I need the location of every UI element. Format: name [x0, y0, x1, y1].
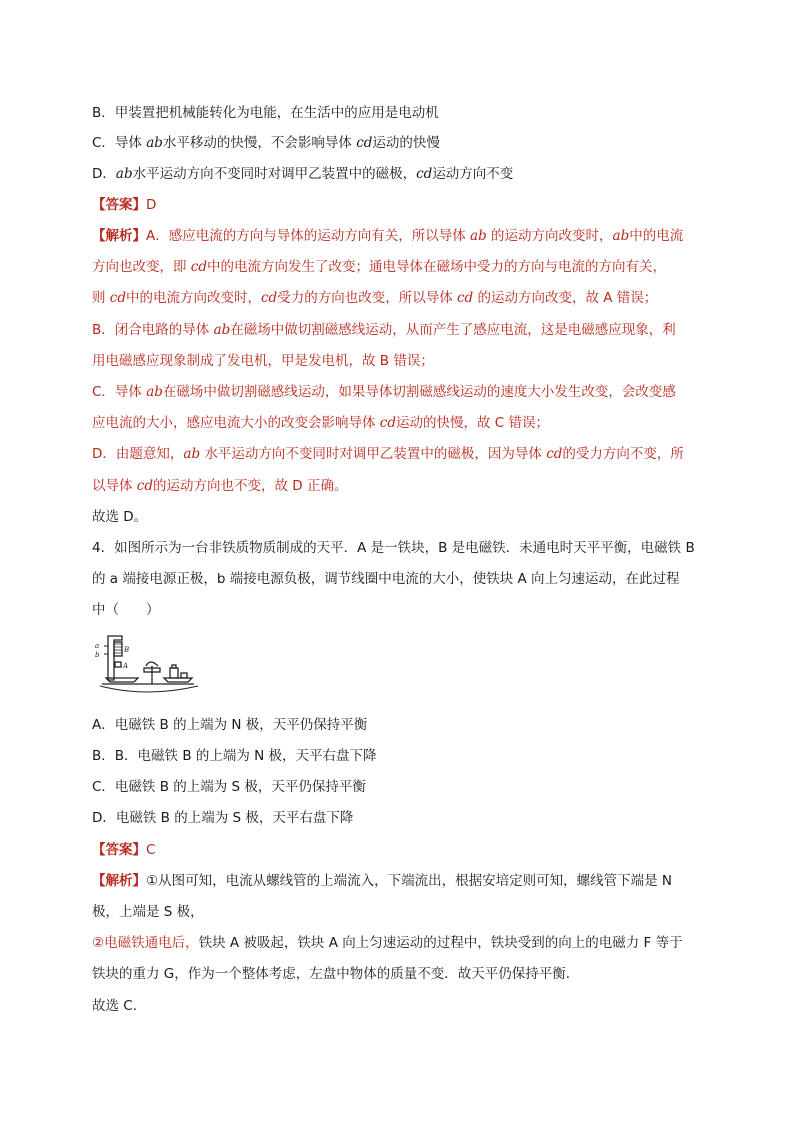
option-d: D．ab水平运动方向不变同时对调甲乙装置中的磁极，cd运动方向不变 [92, 166, 514, 182]
label-a: a [95, 642, 100, 650]
balance-figure [92, 628, 208, 696]
conclusion: 故选 D。 [92, 509, 148, 525]
conclusion: 故选 C． [92, 998, 147, 1014]
analysis-line: B．闭合电路的导体 ab在磁场中做切割磁感线运动，从而产生了感应电流，这是电磁感应现象，利 [92, 322, 676, 338]
analysis-line: 【解析】①从图可知，电流从螺线管的上端流入，下端流出，根据安培定则可知，螺线管下端是 N [92, 873, 672, 889]
answer-tag: 【答案】 [92, 197, 146, 213]
option-c: C．导体 ab水平移动的快慢，不会影响导体 cd运动的快慢 [92, 135, 440, 151]
label-A: A [123, 662, 129, 670]
option-a: A．电磁铁 B 的上端为 N 极，天平仍保持平衡 [92, 717, 368, 733]
analysis-line: 【解析】A．感应电流的方向与导体的运动方向有关，所以导体 ab 的运动方向改变时，ab中的电流 [92, 228, 684, 244]
label-b: b [95, 651, 100, 659]
analysis-line: C．导体 ab在磁场中做切割磁感线运动，如果导体切割磁感线运动的速度大小发生改变，会改变感 [92, 384, 676, 400]
question-stem: 4．如图所示为一台非铁质物质制成的天平．A 是一铁块，B 是电磁铁．未通电时天平平衡，电磁铁 B [92, 540, 695, 556]
question-stem: 中（ ） [92, 602, 160, 618]
option-d: D．电磁铁 B 的上端为 S 极，天平右盘下降 [92, 810, 354, 826]
analysis-line: 极，上端是 S 极， [92, 904, 204, 920]
answer-line [92, 195, 156, 215]
answer-tag: 【答案】 [92, 842, 146, 858]
analysis-line: 应电流的大小，感应电流大小的改变会影响导体 cd运动的快慢，故 C 错误； [92, 415, 550, 431]
option-c: C．电磁铁 B 的上端为 S 极，天平仍保持平衡 [92, 779, 366, 795]
analysis-tag: 【解析】 [92, 873, 146, 889]
analysis-tag: 【解析】 [92, 228, 146, 244]
label-B: B [124, 646, 130, 654]
answer-value: C [146, 842, 156, 858]
option-b: B．甲装置把机械能转化为电能，在生活中的应用是电动机 [92, 105, 439, 121]
answer-line [92, 840, 155, 860]
answer-value: D [146, 197, 157, 213]
analysis-line: 方向也改变，即 cd中的电流方向发生了改变；通电导体在磁场中受力的方向与电流的方向有关， [92, 259, 666, 275]
option-b: B．B．电磁铁 B 的上端为 N 极，天平右盘下降 [92, 748, 377, 764]
analysis-line: D．由题意知，ab 水平运动方向不变同时对调甲乙装置中的磁极，因为导体 cd的受力方向不变，所 [92, 446, 684, 462]
analysis-line: 以导体 cd的运动方向也不变，故 D 正确。 [92, 478, 348, 494]
analysis-line: 则 cd中的电流方向改变时，cd受力的方向也改变，所以导体 cd 的运动方向改变，故 A 错误； [92, 290, 658, 306]
analysis-line: 用电磁感应现象制成了发电机，甲是发电机，故 B 错误； [92, 353, 434, 369]
analysis-line: ②电磁铁通电后，铁块 A 被吸起，铁块 A 向上匀速运动的过程中，铁块受到的向上的电磁力 F 等于 [92, 935, 683, 951]
balance-drawing [100, 636, 198, 692]
question-stem: 的 a 端接电源正极，b 端接电源负极，调节线圈中电流的大小，使铁块 A 向上匀速运动，在此过程 [92, 571, 680, 587]
analysis-line: 铁块的重力 G，作为一个整体考虑，左盘中物体的质量不变．故天平仍保持平衡． [92, 966, 580, 982]
